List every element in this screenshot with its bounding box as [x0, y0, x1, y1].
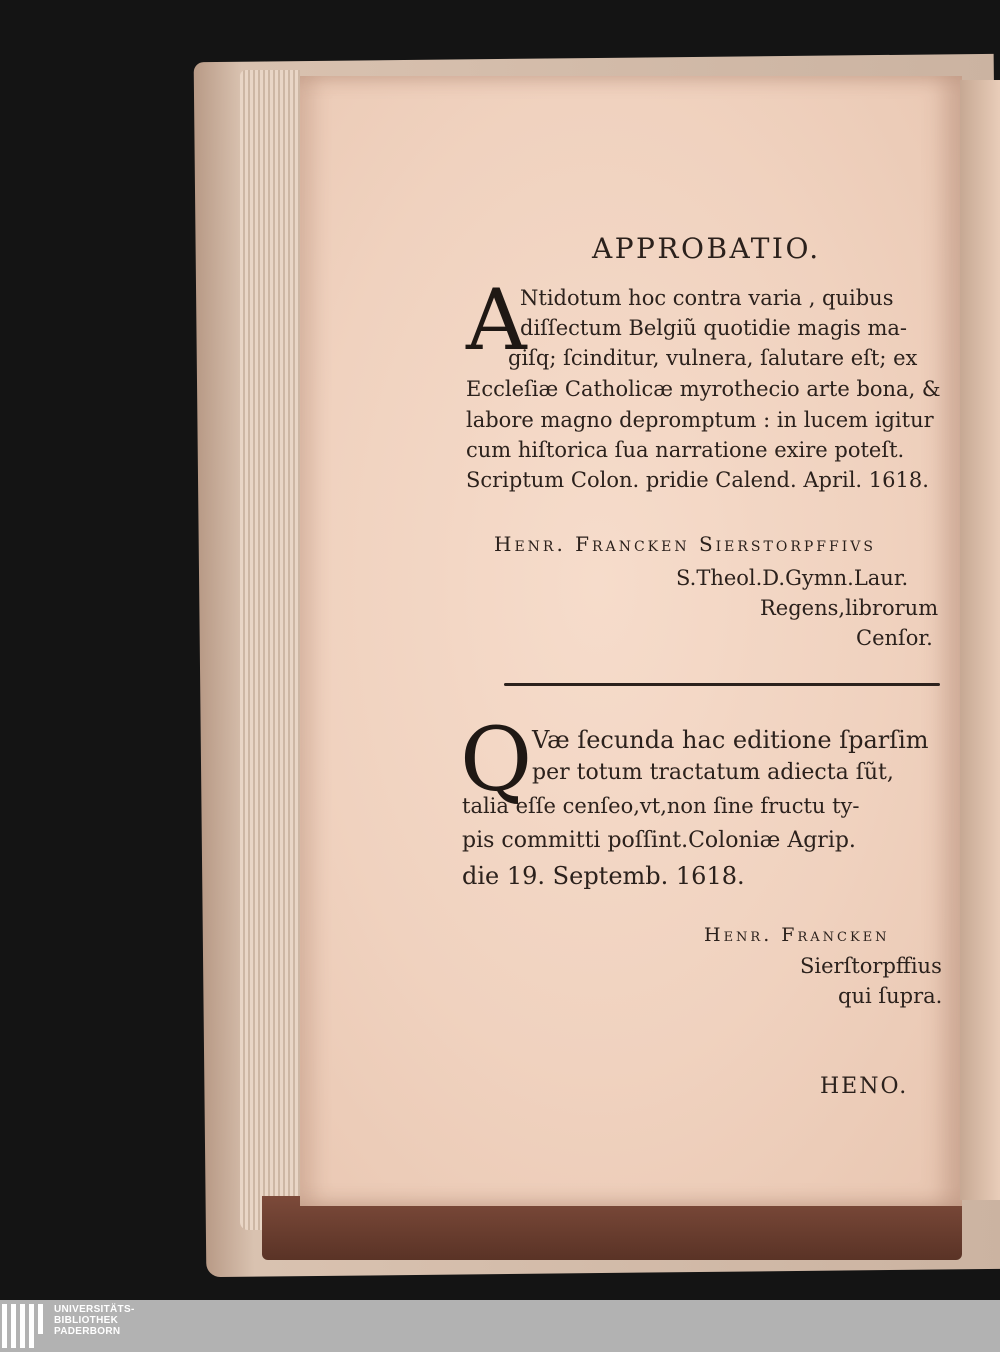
- approbation-2-signature-surname: Sierſtorpffius: [800, 954, 942, 978]
- approbation-1-line-4: Eccleſiæ Catholicæ myrothecio arte bona, &: [466, 377, 941, 401]
- approbation-1-line-7: Scriptum Colon. pridie Calend. April. 1618.: [466, 468, 929, 492]
- library-name-line-1: UNIVERSITÄTS-: [54, 1304, 135, 1315]
- approbation-1-signature-office: Regens,librorum: [760, 596, 939, 620]
- library-logo-icon: [0, 1304, 48, 1348]
- approbation-1-signature-title: S.Theol.D.Gymn.Laur.: [676, 566, 909, 590]
- approbation-2-line-5: die 19. Septemb. 1618.: [462, 862, 745, 890]
- approbation-2-line-1: Væ ſecunda hac editione ſparſim: [532, 726, 929, 754]
- drop-capital-q: Q: [460, 708, 533, 811]
- approbation-1-line-3: giſq; ſcinditur, vulnera, ſalutare eſt; ex: [508, 346, 918, 370]
- approbation-2-line-3: talia eſſe cenſeo,vt,non ſine fructu ty-: [462, 794, 860, 818]
- approbation-2-signature-name: Henr. Francken: [704, 924, 890, 946]
- approbation-1-line-2: diſſectum Belgiũ quotidie magis ma-: [520, 316, 907, 340]
- approbation-1-line-5: labore magno depromptum : in lucem igitur: [466, 408, 934, 432]
- page-edges: [240, 70, 300, 1230]
- scanned-book-image: APPROBATIO. A Ntidotum hoc contra varia , quibus diſſectum Belgiũ quotidie magis ma- giſq; ſcinditur, vulnera, ſalutare eſt; ex Eccleſiæ Catholicæ myrothecio arte bona, & labore magno depromptum : in lucem igitur cum hiſtorica ſua narratione exire poteſt. Scriptum Colon. pridie Calend. April. 1618. Henr. Francken Sierstorpffivs S.Theol.D.Gymn.Laur. Regens,librorum Cenſor. Q Væ ſecunda hac editione ſparſim per totum tractatum adiecta ſũt, talia eſſe cenſeo,vt,non ſine fructu ty- pis committi poſſint.Coloniæ Agrip. die 19. Septemb. 1618. Henr. Francken Sierſtorpffius qui ſupra. HENO.: [0, 0, 1000, 1300]
- approbation-1-signature-name: Henr. Francken Sierstorpffivs: [494, 532, 876, 556]
- approbation-2-line-2: per totum tractatum adiecta ſũt,: [532, 760, 894, 785]
- drop-capital-a: A: [466, 271, 527, 369]
- approbation-1-line-1: Ntidotum hoc contra varia , quibus: [520, 286, 894, 310]
- catchword: HENO.: [820, 1074, 909, 1099]
- approbation-1-line-6: cum hiſtorica ſua narratione exire poteſt.: [466, 438, 905, 462]
- library-footer: [0, 1300, 1000, 1352]
- library-name-line-3: PADERBORN: [54, 1326, 121, 1337]
- approbation-2-signature-note: qui ſupra.: [838, 984, 943, 1008]
- approbation-2-line-4: pis committi poſſint.Coloniæ Agrip.: [462, 828, 856, 853]
- facing-page-edge: [960, 80, 1000, 1200]
- library-name-line-2: BIBLIOTHEK: [54, 1315, 119, 1326]
- library-name: [54, 1304, 135, 1337]
- section-divider: [504, 683, 940, 686]
- approbation-1-signature-role: Cenſor.: [856, 626, 933, 650]
